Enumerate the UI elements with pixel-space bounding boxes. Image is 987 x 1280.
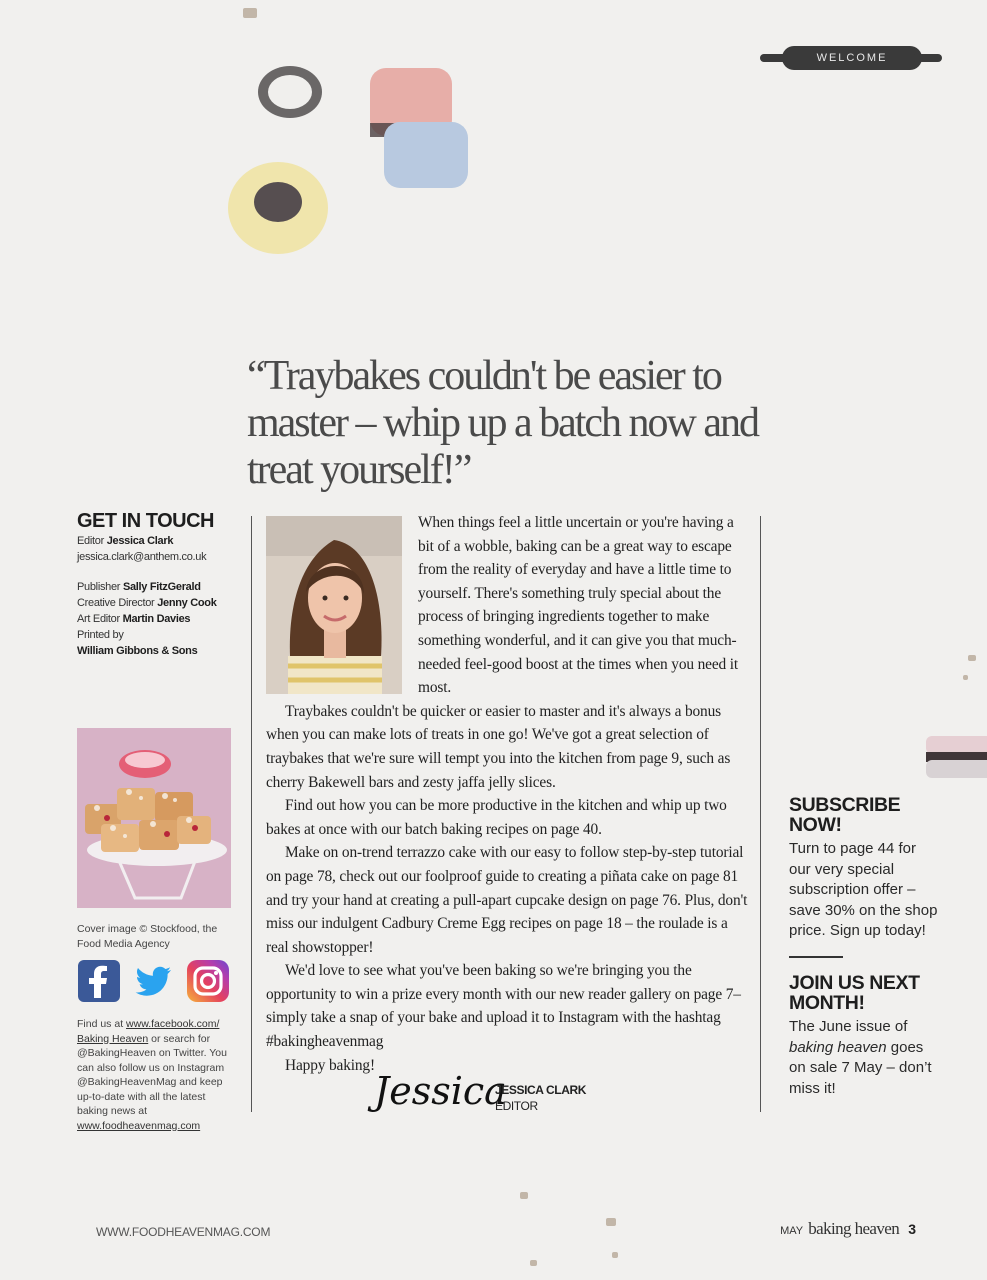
svg-text:Jessica: Jessica xyxy=(374,1069,507,1113)
divider xyxy=(789,956,843,958)
article-paragraph: We'd love to see what you've been baking so we're bringing you the opportunity to win a prize every month with our new reader gallery on page 7– simply take a snap of your bake and upload it to Instagram with the hashtag #bakingheavenmag xyxy=(266,962,741,1051)
twitter-icon[interactable] xyxy=(133,960,175,1002)
footer-url[interactable]: WWW.FOODHEAVENMAG.COM xyxy=(96,1225,271,1239)
subscribe-text: Turn to page 44 for our very special subscription offer – save 30% on the shop price. Sign up today! xyxy=(789,840,938,940)
article-paragraph: Traybakes couldn't be quicker or easier to master and it's always a bonus when you can make lots of treats in one go! We've got a great selection of traybakes that we're sure will tempt you into the kitchen from page 9, such as cherry Bakewell bars and zesty jaffa jelly slices. xyxy=(266,702,731,791)
crumb xyxy=(606,1218,616,1226)
column-rule-right xyxy=(760,516,761,1112)
promo-sidebar xyxy=(789,795,939,1099)
footer-month: MAY xyxy=(780,1225,804,1237)
social-info: Find us at www.facebook.com/ Baking Heaven or search for @BakingHeaven on Twitter. You can also follow us on Instagram @BakingHeavenMag and keep up-to-date with all the latest baking news at www.foodheavenmag.com xyxy=(77,1018,227,1132)
editor-signature xyxy=(370,1064,507,1114)
article-paragraph: Find out how you can be more productive in the kitchen and whip up two bakes at once with our batch baking recipes on page 40. xyxy=(266,797,727,838)
editor-letter xyxy=(266,511,750,1077)
liquorice-allsorts-illustration xyxy=(220,40,490,270)
signoff-name: JESSICA CLARK xyxy=(495,1083,587,1097)
join-heading: JOIN US NEXT MONTH! xyxy=(789,971,920,1014)
facebook-link[interactable]: www.facebook.com/ Baking Heaven xyxy=(77,1018,220,1045)
contact-sidebar xyxy=(77,510,237,659)
crumb xyxy=(963,675,968,680)
crumb xyxy=(530,1260,537,1266)
printer-name: William Gibbons & Sons xyxy=(77,645,198,657)
crumb xyxy=(520,1192,528,1199)
facebook-icon[interactable] xyxy=(78,960,120,1002)
article-paragraph: When things feel a little uncertain or you're having a bit of a wobble, baking can be a great way to escape from the reality of everyday and have a little time to yourself. There's something truly special about the process of bringing ingredients together to make something wonderful, and it can give you that much-needed feel-good boost at the times when you need it most. xyxy=(418,514,739,697)
publisher-credit: Publisher Sally FitzGerald xyxy=(77,581,201,593)
signature-block xyxy=(370,1064,620,1114)
article-paragraph: Happy baking! xyxy=(285,1056,375,1074)
footer-brand: baking heaven xyxy=(808,1219,900,1238)
art-editor-credit: Art Editor Martin Davies xyxy=(77,613,191,625)
article-paragraph: Make on on-trend terrazzo cake with our easy to follow step-by-step tutorial on page 78, check out our foolproof guide to creating a piñata cake on page 81 and try your hand at creating a pull-apart cupcake design on page 76. Plus, don't miss our indulgent Cadbury Creme Egg recipes on page 18 – the roulade is a real showstopper! xyxy=(266,844,748,956)
crumb xyxy=(243,8,257,18)
cover-photo-illustration xyxy=(77,728,231,908)
section-tab xyxy=(760,46,942,70)
creative-director-credit: Creative Director Jenny Cook xyxy=(77,597,217,609)
subscribe-heading: SUBSCRIBE NOW! xyxy=(789,794,901,836)
cover-caption: Cover image © Stockfood, the Food Media Agency xyxy=(77,923,218,950)
section-tab-label: WELCOME xyxy=(816,52,888,64)
cover-image xyxy=(77,728,231,908)
column-rule-left xyxy=(251,516,252,1112)
crumb xyxy=(968,655,976,661)
signoff xyxy=(495,1082,586,1114)
printer-role: Printed by xyxy=(77,629,124,641)
get-in-touch-heading: GET IN TOUCH xyxy=(77,510,214,532)
editor-email[interactable]: jessica.clark@anthem.co.uk xyxy=(77,551,207,563)
signoff-role: EDITOR xyxy=(495,1099,538,1113)
pull-quote: “Traybakes couldn't be easier to master – whip up a batch now and treat yourself!” xyxy=(247,353,759,493)
join-text: The June issue of baking heaven goes on sale 7 May – don’t miss it! xyxy=(789,1017,932,1097)
liquorice-allsort-right xyxy=(922,728,987,786)
page-number: 3 xyxy=(908,1221,916,1237)
footer-folio xyxy=(760,1219,916,1239)
instagram-icon[interactable] xyxy=(187,960,229,1002)
editor-credit: Editor Jessica Clark xyxy=(77,535,174,547)
crumb xyxy=(612,1252,618,1258)
site-link[interactable]: www.foodheavenmag.com xyxy=(77,1119,201,1132)
